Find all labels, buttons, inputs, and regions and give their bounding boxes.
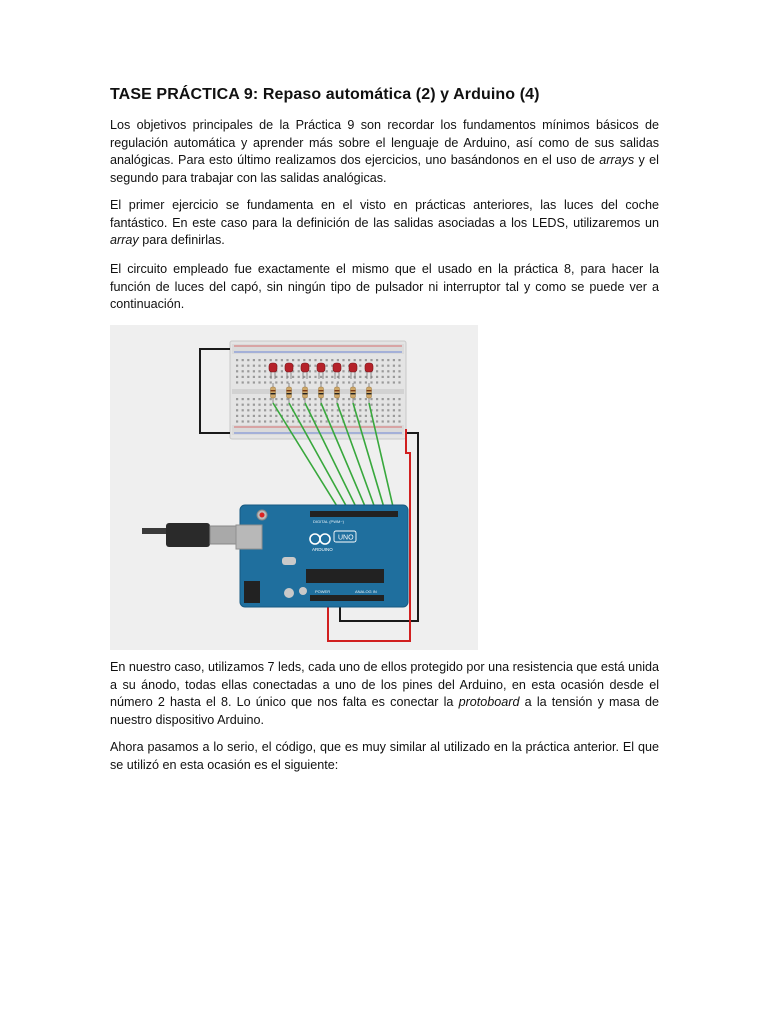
breadboard-hole bbox=[264, 398, 266, 400]
breadboard-hole bbox=[370, 398, 372, 400]
breadboard-hole bbox=[292, 381, 294, 383]
breadboard-hole bbox=[270, 420, 272, 422]
breadboard-hole bbox=[281, 398, 283, 400]
breadboard-hole bbox=[382, 409, 384, 411]
breadboard-hole bbox=[275, 398, 277, 400]
breadboard-hole bbox=[348, 404, 350, 406]
breadboard-hole bbox=[286, 381, 288, 383]
breadboard-hole bbox=[247, 404, 249, 406]
breadboard-hole bbox=[247, 365, 249, 367]
breadboard-hole bbox=[348, 376, 350, 378]
breadboard-hole bbox=[382, 376, 384, 378]
resistor bbox=[271, 387, 276, 398]
breadboard-hole bbox=[247, 376, 249, 378]
circuit-diagram bbox=[110, 325, 478, 650]
breadboard-hole bbox=[365, 404, 367, 406]
breadboard-hole bbox=[258, 409, 260, 411]
led bbox=[317, 363, 325, 372]
breadboard-hole bbox=[387, 359, 389, 361]
breadboard-hole bbox=[314, 381, 316, 383]
board-brand-label: ARDUINO bbox=[312, 547, 333, 552]
breadboard-hole bbox=[270, 398, 272, 400]
breadboard-hole bbox=[264, 420, 266, 422]
breadboard-hole bbox=[286, 398, 288, 400]
breadboard-hole bbox=[253, 404, 255, 406]
breadboard-hole bbox=[242, 365, 244, 367]
breadboard-hole bbox=[348, 381, 350, 383]
resistor-band bbox=[335, 390, 340, 391]
breadboard-hole bbox=[359, 359, 361, 361]
breadboard-hole bbox=[337, 420, 339, 422]
breadboard-hole bbox=[281, 376, 283, 378]
resistor-band bbox=[367, 393, 372, 394]
breadboard-hole bbox=[376, 359, 378, 361]
breadboard-hole bbox=[398, 359, 400, 361]
breadboard-hole bbox=[398, 404, 400, 406]
resistor bbox=[351, 387, 356, 398]
breadboard-hole bbox=[370, 359, 372, 361]
led bbox=[349, 363, 357, 372]
breadboard-hole bbox=[258, 359, 260, 361]
breadboard-hole bbox=[247, 370, 249, 372]
breadboard-hole bbox=[303, 415, 305, 417]
breadboard-hole bbox=[309, 381, 311, 383]
breadboard-hole bbox=[393, 420, 395, 422]
breadboard-hole bbox=[331, 404, 333, 406]
breadboard-hole bbox=[354, 381, 356, 383]
power-label: POWER bbox=[315, 589, 331, 594]
page-title: TASE PRÁCTICA 9: Repaso automática (2) y Arduino (4) bbox=[110, 86, 540, 103]
breadboard-hole bbox=[242, 376, 244, 378]
breadboard-hole bbox=[365, 420, 367, 422]
breadboard-hole bbox=[314, 376, 316, 378]
breadboard-hole bbox=[387, 404, 389, 406]
breadboard-hole bbox=[258, 370, 260, 372]
breadboard-hole bbox=[359, 398, 361, 400]
breadboard-hole bbox=[393, 376, 395, 378]
breadboard-hole bbox=[258, 376, 260, 378]
breadboard-hole bbox=[398, 370, 400, 372]
breadboard-hole bbox=[348, 420, 350, 422]
breadboard-hole bbox=[387, 370, 389, 372]
resistor-band bbox=[271, 393, 276, 394]
breadboard-hole bbox=[281, 359, 283, 361]
resistor bbox=[367, 387, 372, 398]
breadboard-hole bbox=[376, 398, 378, 400]
breadboard-hole bbox=[242, 370, 244, 372]
analog-label: ANALOG IN bbox=[355, 589, 377, 594]
breadboard-hole bbox=[376, 404, 378, 406]
breadboard-hole bbox=[309, 370, 311, 372]
breadboard-hole bbox=[398, 415, 400, 417]
paragraph-leds bbox=[110, 659, 659, 729]
breadboard-hole bbox=[236, 365, 238, 367]
breadboard-hole bbox=[286, 359, 288, 361]
breadboard-hole bbox=[314, 415, 316, 417]
resistor-band bbox=[319, 390, 324, 391]
breadboard-hole bbox=[309, 376, 311, 378]
paragraph-code-intro: Ahora pasamos a lo serio, el código, que es muy similar al utilizado en la práctica anterior. El que se utilizó en esta ocasión es el siguiente: bbox=[110, 740, 659, 772]
breadboard-hole bbox=[236, 370, 238, 372]
breadboard-hole bbox=[275, 415, 277, 417]
breadboard-hole bbox=[387, 398, 389, 400]
breadboard-hole bbox=[275, 404, 277, 406]
breadboard-hole bbox=[382, 359, 384, 361]
breadboard-hole bbox=[314, 365, 316, 367]
breadboard-hole bbox=[253, 415, 255, 417]
breadboard-hole bbox=[309, 404, 311, 406]
breadboard-hole bbox=[281, 381, 283, 383]
arduino-board bbox=[236, 505, 408, 607]
breadboard-hole bbox=[387, 415, 389, 417]
breadboard-hole bbox=[326, 398, 328, 400]
breadboard-hole bbox=[275, 420, 277, 422]
breadboard-hole bbox=[387, 381, 389, 383]
breadboard-hole bbox=[359, 404, 361, 406]
usb-cable bbox=[142, 523, 238, 547]
resistor-band bbox=[287, 393, 292, 394]
breadboard-hole bbox=[292, 415, 294, 417]
breadboard-hole bbox=[281, 420, 283, 422]
breadboard bbox=[230, 341, 406, 439]
breadboard-hole bbox=[281, 370, 283, 372]
led bbox=[301, 363, 309, 372]
breadboard-hole bbox=[253, 381, 255, 383]
breadboard-hole bbox=[253, 398, 255, 400]
breadboard-hole bbox=[292, 376, 294, 378]
breadboard-hole bbox=[337, 415, 339, 417]
breadboard-hole bbox=[354, 398, 356, 400]
breadboard-hole bbox=[242, 404, 244, 406]
resistor-band bbox=[351, 390, 356, 391]
breadboard-hole bbox=[398, 381, 400, 383]
resistor-band bbox=[287, 390, 292, 391]
paragraph-text: El primer ejercicio se fundamenta en el visto en prácticas anteriores, las luces del coche fantástico. En este caso para la definición de las salidas asociadas a los LEDS, utilizaremos un bbox=[110, 198, 659, 230]
breadboard-hole bbox=[292, 359, 294, 361]
emphasis-text: array bbox=[110, 233, 139, 248]
breadboard-hole bbox=[286, 420, 288, 422]
paragraph-text: y el segundo para trabajar con las salidas analógicas. bbox=[110, 153, 659, 185]
breadboard-hole bbox=[258, 365, 260, 367]
breadboard-hole bbox=[253, 370, 255, 372]
breadboard-hole bbox=[359, 409, 361, 411]
breadboard-hole bbox=[281, 404, 283, 406]
breadboard-hole bbox=[314, 409, 316, 411]
breadboard-hole bbox=[236, 409, 238, 411]
breadboard-hole bbox=[298, 381, 300, 383]
breadboard-hole bbox=[331, 381, 333, 383]
digital-label: DIGITAL (PWM~) bbox=[313, 519, 344, 524]
breadboard-hole bbox=[331, 420, 333, 422]
breadboard-hole bbox=[258, 404, 260, 406]
breadboard-hole bbox=[314, 398, 316, 400]
breadboard-hole bbox=[247, 420, 249, 422]
breadboard-hole bbox=[382, 415, 384, 417]
breadboard-hole bbox=[376, 415, 378, 417]
breadboard-hole bbox=[264, 409, 266, 411]
breadboard-hole bbox=[270, 359, 272, 361]
breadboard-hole bbox=[342, 376, 344, 378]
breadboard-hole bbox=[382, 365, 384, 367]
breadboard-hole bbox=[320, 415, 322, 417]
breadboard-hole bbox=[342, 370, 344, 372]
breadboard-hole bbox=[236, 359, 238, 361]
paragraph-text: En nuestro caso, utilizamos 7 leds, cada uno de ellos protegido por una resistencia que está unida a su ánodo, todas ellas conectadas a uno de los pines del Arduino, en esta ocasión desde el número 2 hasta el 8. Lo único que nos falta es conectar la bbox=[110, 660, 659, 710]
breadboard-hole bbox=[298, 415, 300, 417]
breadboard-hole bbox=[242, 409, 244, 411]
breadboard-hole bbox=[326, 420, 328, 422]
breadboard-hole bbox=[275, 359, 277, 361]
breadboard-hole bbox=[247, 381, 249, 383]
resistor-band bbox=[303, 390, 308, 391]
breadboard-hole bbox=[387, 376, 389, 378]
resistor bbox=[335, 387, 340, 398]
breadboard-hole bbox=[359, 365, 361, 367]
breadboard-hole bbox=[382, 370, 384, 372]
breadboard-hole bbox=[281, 365, 283, 367]
breadboard-hole bbox=[331, 409, 333, 411]
breadboard-hole bbox=[275, 376, 277, 378]
breadboard-hole bbox=[292, 420, 294, 422]
breadboard-hole bbox=[342, 409, 344, 411]
breadboard-hole bbox=[236, 381, 238, 383]
breadboard-hole bbox=[264, 376, 266, 378]
breadboard-hole bbox=[242, 415, 244, 417]
breadboard-hole bbox=[286, 409, 288, 411]
breadboard-hole bbox=[365, 359, 367, 361]
breadboard-hole bbox=[264, 365, 266, 367]
breadboard-hole bbox=[270, 381, 272, 383]
breadboard-hole bbox=[376, 365, 378, 367]
breadboard-hole bbox=[387, 365, 389, 367]
breadboard-hole bbox=[354, 420, 356, 422]
breadboard-hole bbox=[264, 381, 266, 383]
resistor-band bbox=[335, 393, 340, 394]
breadboard-hole bbox=[303, 359, 305, 361]
breadboard-hole bbox=[376, 376, 378, 378]
paragraph-text: Los objetivos principales de la Práctica 9 son recordar los fundamentos mínimos básicos de regulación automática y aprender más sobre el lenguaje de Arduino, así como de sus salidas analógicas. Para esto último realizamos dos ejercicios, uno basándonos en el uso de bbox=[110, 118, 659, 168]
breadboard-hole bbox=[326, 359, 328, 361]
paragraph-text: para definirlas. bbox=[138, 233, 225, 248]
breadboard-hole bbox=[398, 409, 400, 411]
breadboard-hole bbox=[365, 415, 367, 417]
breadboard-hole bbox=[398, 420, 400, 422]
breadboard-hole bbox=[365, 409, 367, 411]
breadboard-hole bbox=[376, 420, 378, 422]
led bbox=[269, 363, 277, 372]
paragraph-text: a la tensión y masa de nuestro dispositivo Arduino. bbox=[110, 695, 659, 727]
breadboard-hole bbox=[247, 398, 249, 400]
emphasis-text: protoboard bbox=[458, 695, 520, 710]
breadboard-hole bbox=[320, 409, 322, 411]
breadboard-hole bbox=[270, 404, 272, 406]
breadboard-hole bbox=[365, 398, 367, 400]
breadboard-hole bbox=[292, 404, 294, 406]
breadboard-hole bbox=[320, 420, 322, 422]
breadboard-hole bbox=[393, 398, 395, 400]
breadboard-hole bbox=[326, 381, 328, 383]
paragraph-circuit: El circuito empleado fue exactamente el mismo que el usado en la práctica 8, para hacer la función de luces del capó, sin ningún tipo de pulsador ni interruptor tal y como se puede ver a continuación. bbox=[110, 262, 659, 312]
breadboard-hole bbox=[303, 409, 305, 411]
breadboard-hole bbox=[342, 365, 344, 367]
breadboard-hole bbox=[359, 376, 361, 378]
breadboard-hole bbox=[342, 404, 344, 406]
ground-wire-left bbox=[200, 349, 230, 433]
breadboard-hole bbox=[348, 415, 350, 417]
board-model-label: UNO bbox=[338, 534, 354, 542]
breadboard-hole bbox=[275, 381, 277, 383]
led bbox=[285, 363, 293, 372]
breadboard-hole bbox=[298, 365, 300, 367]
breadboard-hole bbox=[242, 381, 244, 383]
breadboard-hole bbox=[303, 376, 305, 378]
breadboard-hole bbox=[382, 404, 384, 406]
breadboard-hole bbox=[270, 415, 272, 417]
breadboard-hole bbox=[342, 359, 344, 361]
breadboard-hole bbox=[331, 376, 333, 378]
breadboard-hole bbox=[331, 398, 333, 400]
breadboard-hole bbox=[253, 420, 255, 422]
breadboard-hole bbox=[258, 415, 260, 417]
breadboard-hole bbox=[387, 409, 389, 411]
breadboard-hole bbox=[253, 409, 255, 411]
resistor bbox=[287, 387, 292, 398]
breadboard-hole bbox=[382, 381, 384, 383]
breadboard-hole bbox=[236, 420, 238, 422]
breadboard-hole bbox=[326, 409, 328, 411]
breadboard-hole bbox=[370, 404, 372, 406]
breadboard-hole bbox=[298, 370, 300, 372]
breadboard-hole bbox=[242, 398, 244, 400]
resistor-band bbox=[319, 393, 324, 394]
breadboard-hole bbox=[348, 398, 350, 400]
breadboard-hole bbox=[258, 381, 260, 383]
breadboard-hole bbox=[253, 376, 255, 378]
breadboard-hole bbox=[242, 420, 244, 422]
breadboard-hole bbox=[258, 420, 260, 422]
breadboard-hole bbox=[359, 381, 361, 383]
breadboard-hole bbox=[298, 409, 300, 411]
breadboard-hole bbox=[354, 359, 356, 361]
breadboard-hole bbox=[314, 359, 316, 361]
breadboard-hole bbox=[326, 370, 328, 372]
breadboard-hole bbox=[398, 365, 400, 367]
breadboard-hole bbox=[331, 415, 333, 417]
resistor bbox=[303, 387, 308, 398]
breadboard-hole bbox=[236, 398, 238, 400]
breadboard-hole bbox=[393, 365, 395, 367]
led bbox=[333, 363, 341, 372]
breadboard-hole bbox=[393, 415, 395, 417]
resistor bbox=[319, 387, 324, 398]
resistor-band bbox=[303, 393, 308, 394]
breadboard-hole bbox=[393, 370, 395, 372]
paragraph-first-exercise bbox=[110, 197, 659, 250]
breadboard-hole bbox=[253, 359, 255, 361]
breadboard-hole bbox=[303, 420, 305, 422]
breadboard-hole bbox=[398, 376, 400, 378]
breadboard-hole bbox=[298, 359, 300, 361]
breadboard-hole bbox=[393, 409, 395, 411]
breadboard-hole bbox=[314, 370, 316, 372]
breadboard-hole bbox=[382, 398, 384, 400]
breadboard-hole bbox=[370, 420, 372, 422]
breadboard-hole bbox=[393, 381, 395, 383]
breadboard-hole bbox=[376, 381, 378, 383]
circuit-figure bbox=[110, 325, 478, 650]
breadboard-hole bbox=[270, 409, 272, 411]
breadboard-hole bbox=[309, 359, 311, 361]
breadboard-hole bbox=[326, 376, 328, 378]
breadboard-hole bbox=[393, 359, 395, 361]
breadboard-hole bbox=[236, 415, 238, 417]
breadboard-hole bbox=[370, 381, 372, 383]
breadboard-hole bbox=[298, 376, 300, 378]
breadboard-hole bbox=[326, 365, 328, 367]
breadboard-hole bbox=[286, 415, 288, 417]
breadboard-hole bbox=[247, 415, 249, 417]
breadboard-hole bbox=[298, 404, 300, 406]
breadboard-hole bbox=[264, 359, 266, 361]
breadboard-hole bbox=[359, 415, 361, 417]
breadboard-hole bbox=[354, 415, 356, 417]
breadboard-hole bbox=[281, 409, 283, 411]
paragraph-objectives bbox=[110, 117, 659, 187]
breadboard-hole bbox=[393, 404, 395, 406]
breadboard-hole bbox=[236, 404, 238, 406]
breadboard-hole bbox=[365, 381, 367, 383]
breadboard-hole bbox=[242, 359, 244, 361]
breadboard-hole bbox=[264, 370, 266, 372]
breadboard-hole bbox=[376, 370, 378, 372]
breadboard-hole bbox=[387, 420, 389, 422]
breadboard-hole bbox=[298, 398, 300, 400]
breadboard-hole bbox=[348, 409, 350, 411]
breadboard-hole bbox=[342, 381, 344, 383]
breadboard-hole bbox=[236, 376, 238, 378]
breadboard-hole bbox=[326, 404, 328, 406]
resistor-band bbox=[351, 393, 356, 394]
led bbox=[365, 363, 373, 372]
breadboard-hole bbox=[376, 409, 378, 411]
breadboard-hole bbox=[309, 420, 311, 422]
resistor-band bbox=[367, 390, 372, 391]
breadboard-hole bbox=[359, 370, 361, 372]
breadboard-hole bbox=[320, 359, 322, 361]
breadboard-hole bbox=[342, 398, 344, 400]
breadboard-hole bbox=[314, 404, 316, 406]
breadboard-hole bbox=[309, 398, 311, 400]
breadboard-hole bbox=[258, 398, 260, 400]
breadboard-hole bbox=[320, 376, 322, 378]
breadboard-hole bbox=[382, 420, 384, 422]
breadboard-hole bbox=[398, 398, 400, 400]
emphasis-text: arrays bbox=[599, 153, 635, 168]
breadboard-hole bbox=[331, 359, 333, 361]
breadboard-hole bbox=[337, 359, 339, 361]
breadboard-hole bbox=[348, 359, 350, 361]
resistor-band bbox=[271, 390, 276, 391]
breadboard-hole bbox=[264, 404, 266, 406]
breadboard-hole bbox=[264, 415, 266, 417]
breadboard-hole bbox=[292, 398, 294, 400]
breadboard-hole bbox=[286, 404, 288, 406]
breadboard-hole bbox=[247, 359, 249, 361]
breadboard-hole bbox=[247, 409, 249, 411]
breadboard-hole bbox=[253, 365, 255, 367]
